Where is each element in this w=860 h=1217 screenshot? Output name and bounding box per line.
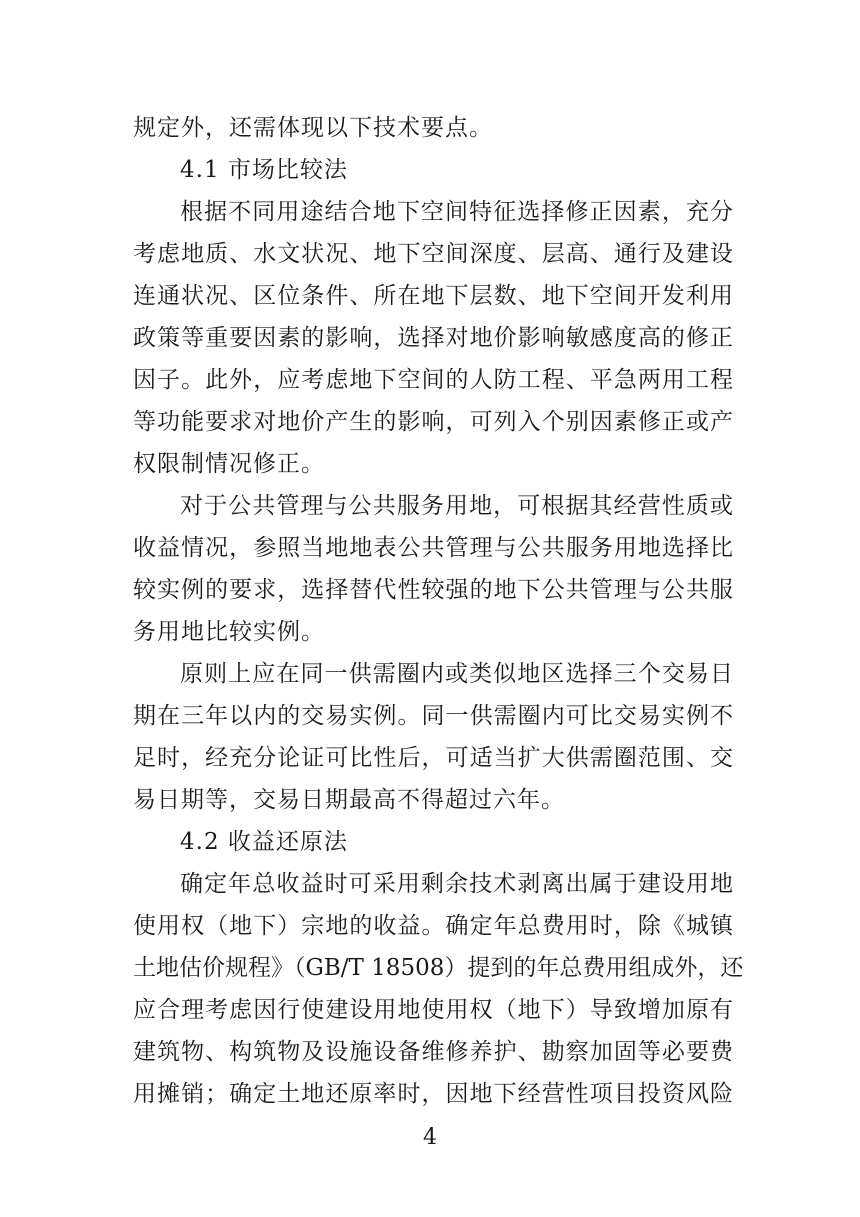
page-number: 4	[423, 1125, 437, 1150]
text-line: 因子。此外，应考虑地下空间的人防工程、平急两用工程	[133, 367, 733, 393]
text-line: 等功能要求对地价产生的影响，可列入个别因素修正或产	[133, 409, 733, 435]
text-line: 政策等重要因素的影响，选择对地价影响敏感度高的修正	[133, 325, 733, 351]
section-heading-4-2: 4.2 收益还原法	[180, 829, 348, 855]
text-line: 较实例的要求，选择替代性较强的地下公共管理与公共服	[133, 577, 733, 603]
text-line: 土地估价规程》（GB/T 18508）提到的年总费用组成外，还	[133, 955, 744, 981]
text-line: 确定年总收益时可采用剩余技术剥离出属于建设用地	[180, 871, 733, 897]
text-line: 连通状况、区位条件、所在地下层数、地下空间开发利用	[133, 283, 733, 309]
text-line: 权限制情况修正。	[133, 451, 325, 477]
text-line: 考虑地质、水文状况、地下空间深度、层高、通行及建设	[133, 241, 733, 267]
text-line: 使用权（地下）宗地的收益。确定年总费用时，除《城镇	[133, 913, 733, 939]
text-line: 易日期等，交易日期最高不得超过六年。	[133, 787, 565, 813]
text-line: 根据不同用途结合地下空间特征选择修正因素，充分	[180, 199, 733, 225]
text-line: 规定外，还需体现以下技术要点。	[133, 115, 493, 141]
text-line: 期在三年以内的交易实例。同一供需圈内可比交易实例不	[133, 703, 733, 729]
text-line: 收益情况，参照当地地表公共管理与公共服务用地选择比	[133, 535, 733, 561]
text-line: 建筑物、构筑物及设施设备维修养护、勘察加固等必要费	[133, 1039, 733, 1065]
text-line: 对于公共管理与公共服务用地，可根据其经营性质或	[180, 493, 733, 519]
section-heading-4-1: 4.1 市场比较法	[180, 157, 348, 183]
text-line: 原则上应在同一供需圈内或类似地区选择三个交易日	[180, 661, 733, 687]
text-line: 足时，经充分论证可比性后，可适当扩大供需圈范围、交	[133, 745, 733, 771]
text-line: 用摊销；确定土地还原率时，因地下经营性项目投资风险	[133, 1081, 733, 1107]
text-line: 务用地比较实例。	[133, 619, 325, 645]
text-line: 应合理考虑因行使建设用地使用权（地下）导致增加原有	[133, 997, 733, 1023]
